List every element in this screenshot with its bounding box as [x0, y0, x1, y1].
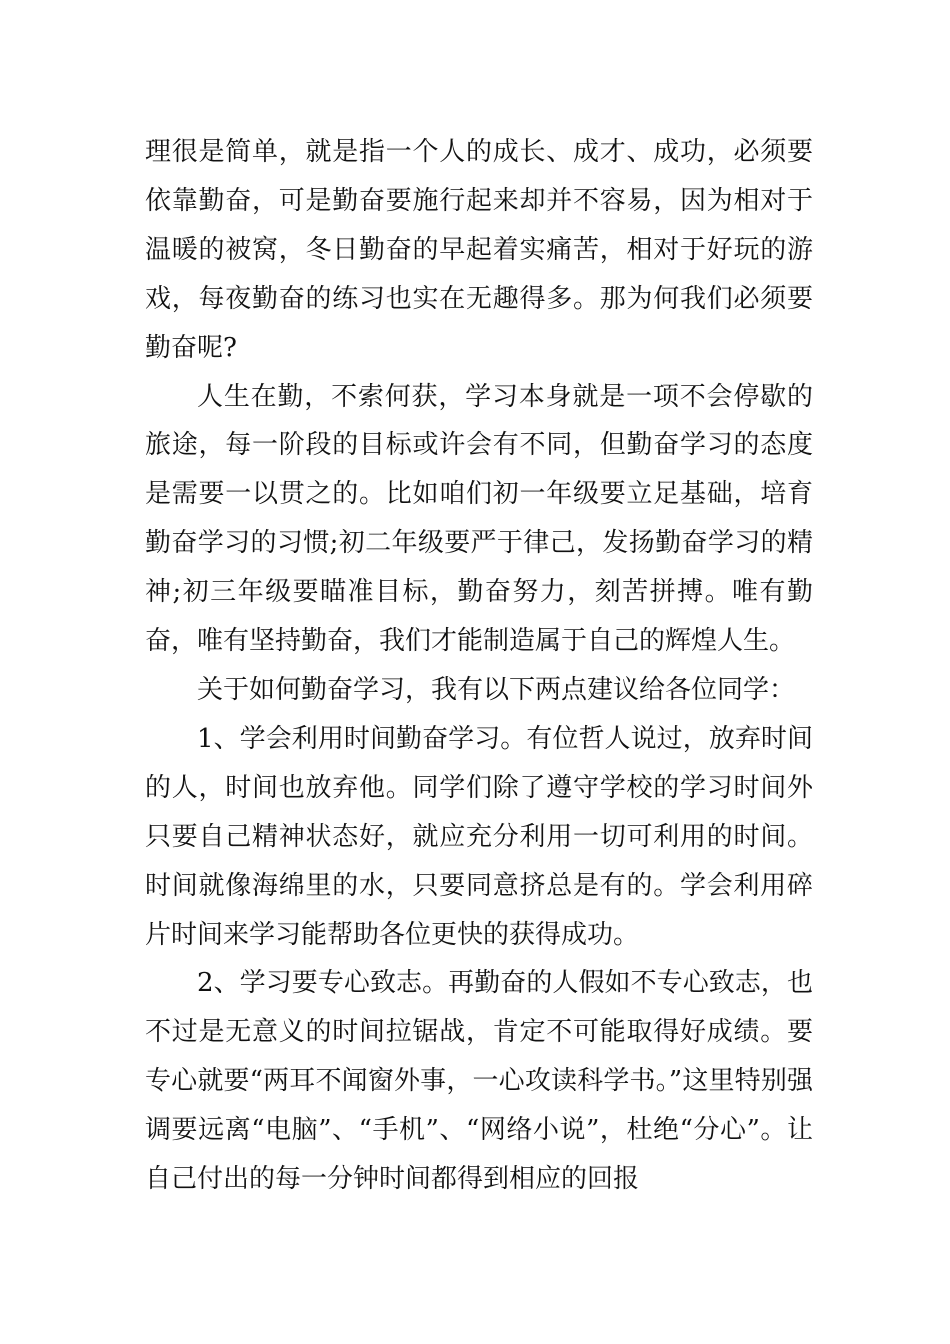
document-body — [145, 128, 813, 1204]
paragraph-suggestion-1: 1、学会利用时间勤奋学习。有位哲人说过，放弃时间的人，时间也放弃他。同学们除了遵守学校的学习时间外只要自己精神状态好，就应充分利用一切可利用的时间。时间就像海绵里的水，只要同意挤总是有的。学会利用碎片时间来学习能帮助各位更快的获得成功。 — [145, 723, 813, 950]
paragraph-suggestions-intro: 关于如何勤奋学习，我有以下两点建议给各位同学： — [197, 674, 796, 705]
paragraph-life-in-diligence: 人生在勤，不索何获，学习本身就是一项不会停歇的旅途，每一阶段的目标或许会有不同，但勤奋学习的态度是需要一以贯之的。比如咱们初一年级要立足基础，培育勤奋学习的习惯;初二年级要严于律己，发扬勤奋学习的精神;初三年级要瞄准目标，勤奋努力，刻苦拼搏。唯有勤奋，唯有坚持勤奋，我们才能制造属于自己的辉煌人生。 — [145, 381, 813, 657]
paragraph-suggestion-2: 2、学习要专心致志。再勤奋的人假如不专心致志，也不过是无意义的时间拉锯战，肯定不可能取得好成绩。要专心就要“两耳不闻窗外事，一心攻读科学书。”这里特别强调要远离“电脑”、“手机”、“网络小说”，杜绝“分心”。让自己付出的每一分钟时间都得到相应的回报 — [145, 968, 813, 1195]
paragraph-continuation: 理很是简单，就是指一个人的成长、成才、成功，必须要依靠勤奋，可是勤奋要施行起来却并不容易，因为相对于温暖的被窝，冬日勤奋的早起着实痛苦，相对于好玩的游戏，每夜勤奋的练习也实在无趣得多。那为何我们必须要勤奋呢? — [145, 137, 813, 363]
